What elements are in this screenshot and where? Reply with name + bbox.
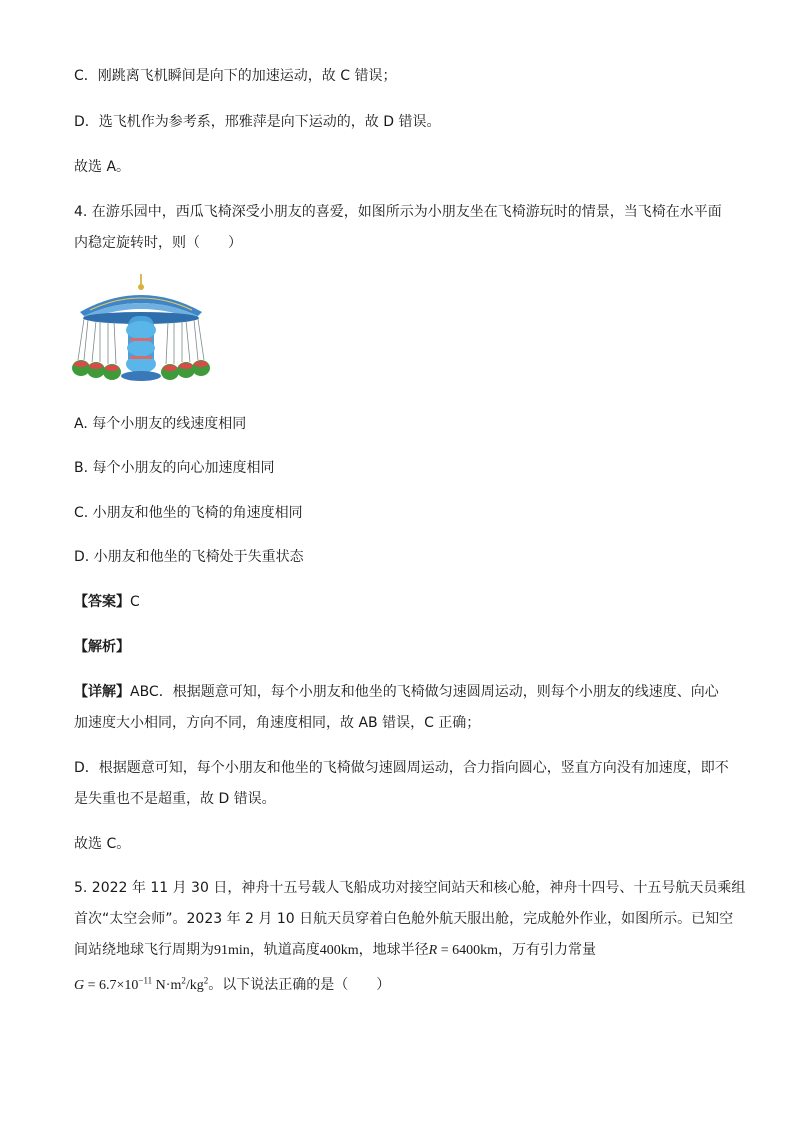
exponent: 2 — [181, 975, 186, 986]
answer-value: C — [130, 594, 140, 610]
detail-line-1 — [74, 682, 719, 702]
detail-line-2: 加速度大小相同，方向不同，角速度相同，故 AB 错误，C 正确； — [74, 715, 481, 731]
exponent: −11 — [138, 975, 153, 986]
analysis-tag: 【解析】 — [74, 639, 130, 655]
height-value: 400km — [319, 943, 359, 958]
text-span: ，地球半径 — [358, 942, 429, 958]
option-a: A. 每个小朋友的线速度相同 — [74, 416, 247, 432]
answer-tag: 【答案】 — [74, 594, 130, 610]
detail-text: ABC．根据题意可知，每个小朋友和他坐的飞椅做匀速圆周运动，则每个小朋友的线速度、向心 — [130, 684, 719, 700]
text-line: 故选 A。 — [74, 159, 131, 175]
detail-tag: 【详解】 — [74, 684, 130, 700]
text-line: 故选 C。 — [74, 836, 131, 852]
question-5-stem-cont: 首次“太空会师”。2023 年 2 月 10 日航天员穿着白色舱外航天服出舱，完成舱外作业，如图所示。已知空 — [74, 911, 734, 927]
option-b: B. 每个小朋友的向心加速度相同 — [74, 460, 275, 476]
text-span: ，轨道高度 — [249, 942, 320, 958]
option-c: C. 小朋友和他坐的飞椅的角速度相同 — [74, 505, 303, 521]
question-5-formula-line-1 — [74, 940, 596, 961]
analysis-tag-line — [74, 637, 130, 657]
question-5-formula-line-2 — [74, 975, 390, 996]
text-line: D．根据题意可知，每个小朋友和他坐的飞椅做匀速圆周运动，合力指向圆心，竖直方向没有加速度，即不 — [74, 760, 729, 776]
answer-line — [74, 592, 140, 612]
unit: /kg — [185, 978, 204, 993]
text-span: 。以下说法正确的是（ ） — [208, 977, 391, 993]
gravity-symbol: G — [74, 978, 85, 993]
radius-value: = 6400km — [437, 943, 499, 958]
text-span: ，万有引力常量 — [498, 942, 597, 958]
question-4-stem-cont: 内稳定旋转时，则（ ） — [74, 235, 242, 251]
text-line: C．刚跳离飞机瞬间是向下的加速运动，故 C 错误； — [74, 68, 397, 84]
question-4-stem: 4. 在游乐园中，西瓜飞椅深受小朋友的喜爱，如图所示为小朋友坐在飞椅游玩时的情景，当飞椅在水平面 — [74, 204, 722, 220]
period-value: 91min — [214, 943, 250, 958]
gravity-value: = 6.7×10 — [84, 978, 139, 993]
radius-symbol: R — [428, 943, 438, 958]
question-5-stem: 5. 2022 年 11 月 30 日，神舟十五号载人飞船成功对接空间站天和核心舱，神舟十四号、十五号航天员乘组 — [74, 880, 746, 896]
swing-ride-illustration — [70, 272, 212, 388]
option-d: D. 小朋友和他坐的飞椅处于失重状态 — [74, 549, 304, 565]
unit: N·m — [152, 978, 182, 993]
text-line: 是失重也不是超重，故 D 错误。 — [74, 791, 276, 807]
exponent: 2 — [203, 975, 209, 986]
text-span: 间站绕地球飞行周期为 — [74, 942, 214, 958]
text-line: D．选飞机作为参考系，邢雅萍是向下运动的，故 D 错误。 — [74, 114, 441, 130]
